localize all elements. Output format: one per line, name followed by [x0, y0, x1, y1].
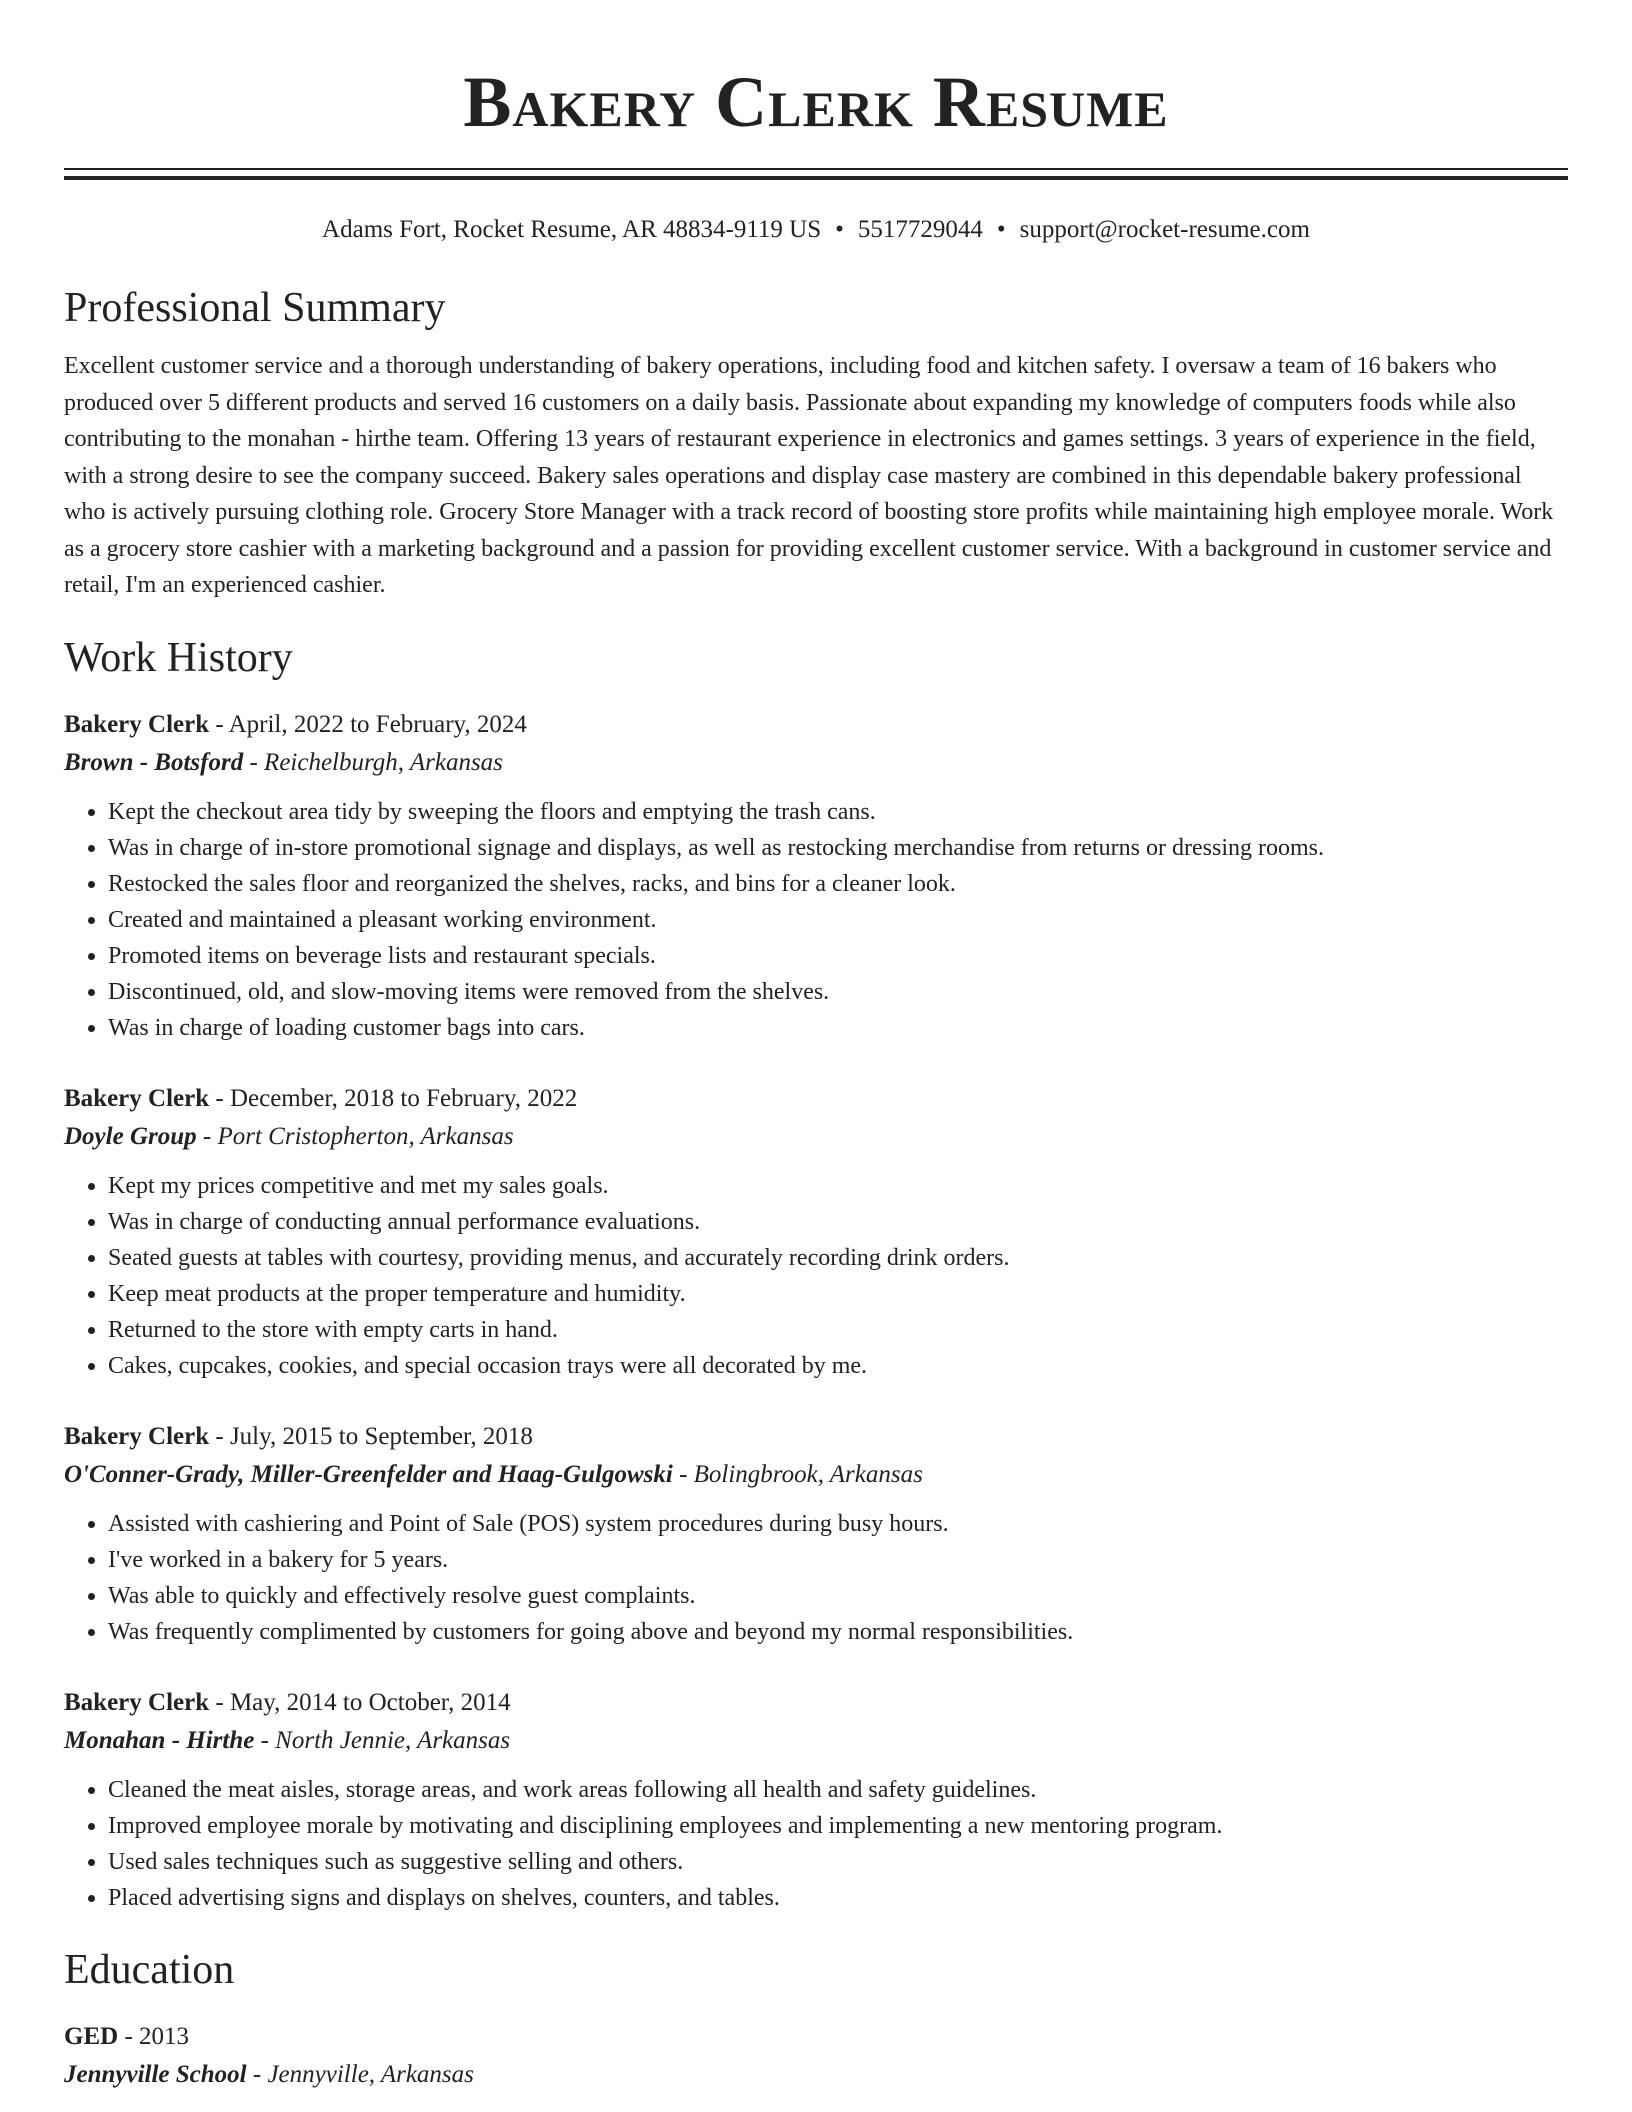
duty-item: • Cakes, cupcakes, cookies, and special occasion trays were all decorated by me. — [108, 1348, 1568, 1384]
job-title: Bakery Clerk — [64, 1688, 210, 1716]
duty-item: • Cleaned the meat aisles, storage areas, and work areas following all health and safety guidelines. — [108, 1772, 1568, 1808]
duty-item: • Seated guests at tables with courtesy, providing menus, and accurately recording drink orders. — [108, 1240, 1568, 1276]
duty-item: • Restocked the sales floor and reorganized the shelves, racks, and bins for a cleaner look. — [108, 866, 1568, 902]
company-location: - Bolingbrook, Arkansas — [672, 1460, 923, 1488]
school-line — [64, 2056, 1568, 2094]
company-name: Brown - Botsford — [64, 748, 244, 776]
contact-separator: • — [996, 216, 1006, 243]
duty-item: • Was frequently complimented by customers for going above and beyond my normal responsibilities. — [108, 1614, 1568, 1650]
job-dates: - April, 2022 to February, 2024 — [209, 710, 527, 738]
duty-item: • I've worked in a bakery for 5 years. — [108, 1542, 1568, 1578]
contact-email: support@rocket-resume.com — [1019, 216, 1310, 243]
contact-address: Adams Fort, Rocket Resume, AR 48834-9119 US — [322, 216, 822, 243]
company-location: - Port Cristopherton, Arkansas — [196, 1122, 514, 1150]
duty-item: • Improved employee morale by motivating and disciplining employees and implementing a new mentoring program. — [108, 1808, 1568, 1844]
company-name: O'Conner-Grady, Miller-Greenfelder and Haag-Gulgowski — [64, 1460, 673, 1488]
job-title-line — [64, 1418, 1568, 1456]
job-title: Bakery Clerk — [64, 1422, 210, 1450]
degree-line — [64, 2018, 1568, 2056]
job-dates: - May, 2014 to October, 2014 — [209, 1688, 511, 1716]
summary-heading: Professional Summary — [64, 285, 446, 331]
duty-item: • Used sales techniques such as suggestive selling and others. — [108, 1844, 1568, 1880]
job-title: Bakery Clerk — [64, 1084, 210, 1112]
job-title-line — [64, 1080, 1568, 1118]
job-title-line — [64, 706, 1568, 744]
duty-item: • Was in charge of loading customer bags into cars. — [108, 1010, 1568, 1046]
job-dates: - July, 2015 to September, 2018 — [209, 1422, 533, 1450]
duty-item: • Kept my prices competitive and met my sales goals. — [108, 1168, 1568, 1204]
company-line — [64, 1118, 1568, 1156]
contact-phone: 5517729044 — [857, 216, 983, 243]
contact-line — [64, 214, 1568, 246]
company-line — [64, 1456, 1568, 1494]
education-heading: Education — [64, 1946, 235, 1993]
duties-list — [64, 1772, 1568, 1916]
title-divider-thin — [64, 168, 1568, 170]
resume-page — [64, 0, 1568, 2094]
duty-item: • Kept the checkout area tidy by sweeping the floors and emptying the trash cans. — [108, 794, 1568, 830]
duty-item: • Was able to quickly and effectively resolve guest complaints. — [108, 1578, 1568, 1614]
duties-list — [64, 1168, 1568, 1384]
title-divider-thick — [64, 176, 1568, 180]
duty-item: • Was in charge of in-store promotional signage and displays, as well as restocking merchandise from returns or dressing rooms. — [108, 830, 1568, 866]
job-title-line — [64, 1684, 1568, 1722]
education-year: - 2013 — [118, 2022, 190, 2050]
duty-item: • Created and maintained a pleasant working environment. — [108, 902, 1568, 938]
education-entry — [64, 2018, 1568, 2094]
job-dates: - December, 2018 to February, 2022 — [209, 1084, 578, 1112]
degree: GED — [64, 2022, 119, 2050]
job-entry — [64, 706, 1568, 1046]
duty-item: • Returned to the store with empty carts in hand. — [108, 1312, 1568, 1348]
company-location: - Reichelburgh, Arkansas — [243, 748, 503, 776]
duties-list — [64, 1506, 1568, 1650]
school-name: Jennyville School — [64, 2060, 247, 2088]
contact-separator: • — [835, 216, 844, 243]
duties-list — [64, 794, 1568, 1046]
company-location: - North Jennie, Arkansas — [254, 1726, 511, 1754]
company-name: Doyle Group — [64, 1122, 197, 1150]
job-entry — [64, 1418, 1568, 1650]
school-location: - Jennyville, Arkansas — [246, 2060, 474, 2088]
company-line — [64, 744, 1568, 782]
duty-item: • Placed advertising signs and displays on shelves, counters, and tables. — [108, 1880, 1568, 1916]
company-name: Monahan - Hirthe — [64, 1726, 255, 1754]
job-entry — [64, 1080, 1568, 1384]
company-line — [64, 1722, 1568, 1760]
duty-item: • Was in charge of conducting annual performance evaluations. — [108, 1204, 1568, 1240]
summary-text: Excellent customer service and a thorough understanding of bakery operations, including food and kitchen safety. I oversaw a team of 16 bakers who produced over 5 different products and served 16 customers on a daily basis. Passionate about expanding my knowledge of computers foods while also contributing to the monahan - hirthe team. Offering 13 years of restaurant experience in electronics and games settings. 3 years of experience in the field, with a strong desire to see the company succeed. Bakery sales operations and display case mastery are combined in this dependable bakery professional who is actively pursuing clothing role. Grocery Store Manager with a track record of boosting store profits while maintaining high employee morale. Work as a grocery store cashier with a marketing background and a passion for providing excellent customer service. With a background in customer service and retail, I'm an experienced cashier. — [64, 353, 1554, 598]
duty-item: • Assisted with cashiering and Point of Sale (POS) system procedures during busy hours. — [108, 1506, 1568, 1542]
duty-item: • Keep meat products at the proper temperature and humidity. — [108, 1276, 1568, 1312]
duty-item: • Promoted items on beverage lists and restaurant specials. — [108, 938, 1568, 974]
work-history-heading: Work History — [64, 634, 293, 681]
resume-title: Bakery Clerk Resume — [463, 62, 1169, 142]
job-title: Bakery Clerk — [64, 710, 210, 738]
duty-item: • Discontinued, old, and slow-moving items were removed from the shelves. — [108, 974, 1568, 1010]
job-entry — [64, 1684, 1568, 1916]
